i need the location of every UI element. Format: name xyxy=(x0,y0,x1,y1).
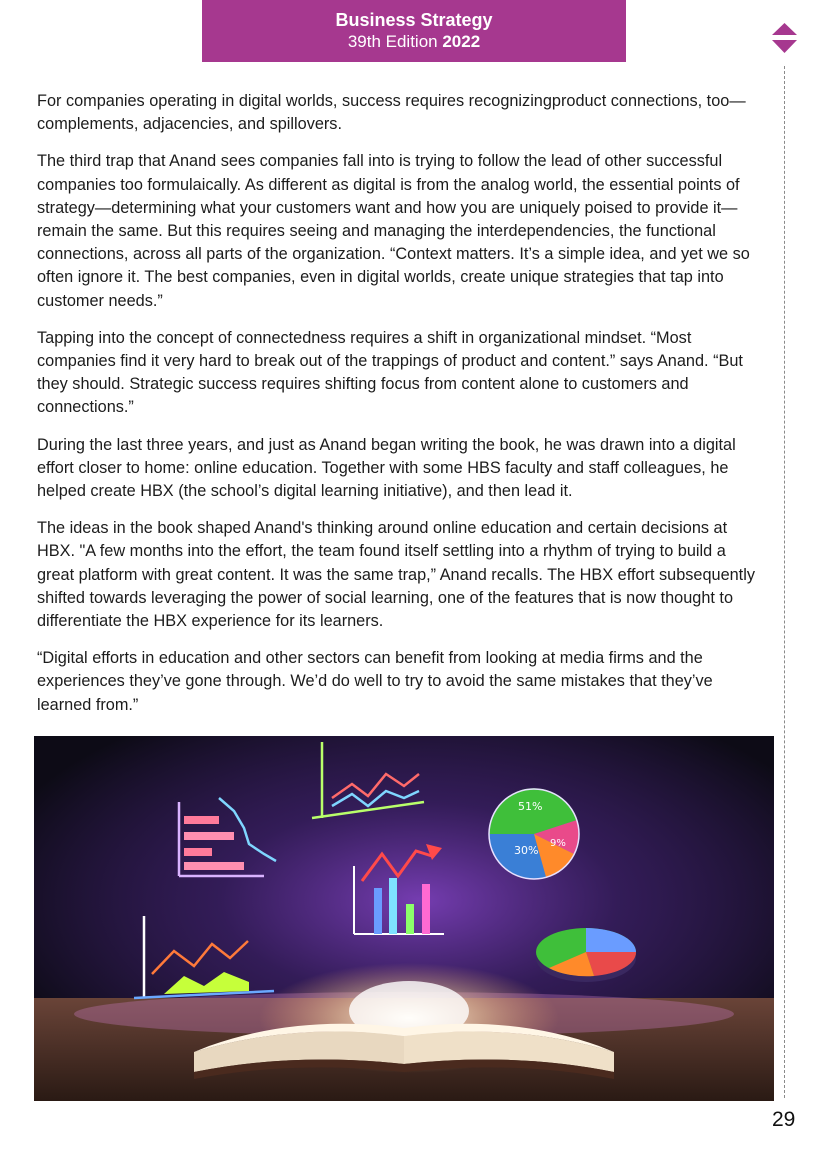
paragraph: For companies operating in digital worlds, success requires recognizingproduct connections, too—complements, adjacencies, and spillovers. xyxy=(37,92,746,134)
edition-line xyxy=(202,31,626,53)
paragraph: “Digital efforts in education and other sectors can benefit from looking at media firms and the experiences they’ve gone through. We’d do well to try to avoid the same mistakes that they’ve learned from.” xyxy=(37,649,713,714)
article-body xyxy=(37,90,767,731)
pie-label-green: 51% xyxy=(518,800,543,813)
page-number: 29 xyxy=(772,1108,796,1131)
section-title: Business Strategy xyxy=(335,10,493,30)
paragraph: The ideas in the book shaped Anand's thinking around online education and certain decisions at HBX. "A few months into the effort, the team found itself settling into a rhythm of trying to build a great platform with great content. It was the same trap,” Anand recalls. The HBX effort subsequently shifted towards leveraging the power of social learning, one of the features that is now thought to differentiate the HBX experience for its learners. xyxy=(37,519,755,631)
edition-year: 2022 xyxy=(442,32,481,51)
pie-label-orange: 9% xyxy=(550,838,566,849)
diamond-marker-icon xyxy=(771,23,798,53)
margin-dashed-line xyxy=(784,66,785,1098)
edition-label: 39th Edition xyxy=(347,32,438,51)
paragraph: Tapping into the concept of connectedness requires a shift in organizational mindset. “Most companies find it very hard to break out of the trappings of product and content.” says Anand. “But they should. Strategic success requires shifting focus from content alone to customers and connections.” xyxy=(37,328,743,417)
book-analytics-illustration xyxy=(34,736,774,1101)
paragraph: The third trap that Anand sees companies fall into is trying to follow the lead of other successful companies too formulaically. As different as digital is from the analog world, the essential points of strategy—determining what your customers want and how you are uniquely poised to provide it—remain the same. But this requires seeing and managing the interdependencies, the functional connections, across all parts of the organization. “Context matters. It’s a simple idea, and yet we so often ignore it. The best companies, even in digital worlds, create unique strategies that tap into customer needs.” xyxy=(37,152,750,310)
section-header xyxy=(202,0,626,62)
pie-label-blue: 30% xyxy=(514,844,539,857)
paragraph: During the last three years, and just as Anand began writing the book, he was drawn into a digital effort closer to home: online education. Together with some HBS faculty and staff colleagues, he helped create HBX (the school’s digital learning initiative), and then lead it. xyxy=(37,435,736,501)
